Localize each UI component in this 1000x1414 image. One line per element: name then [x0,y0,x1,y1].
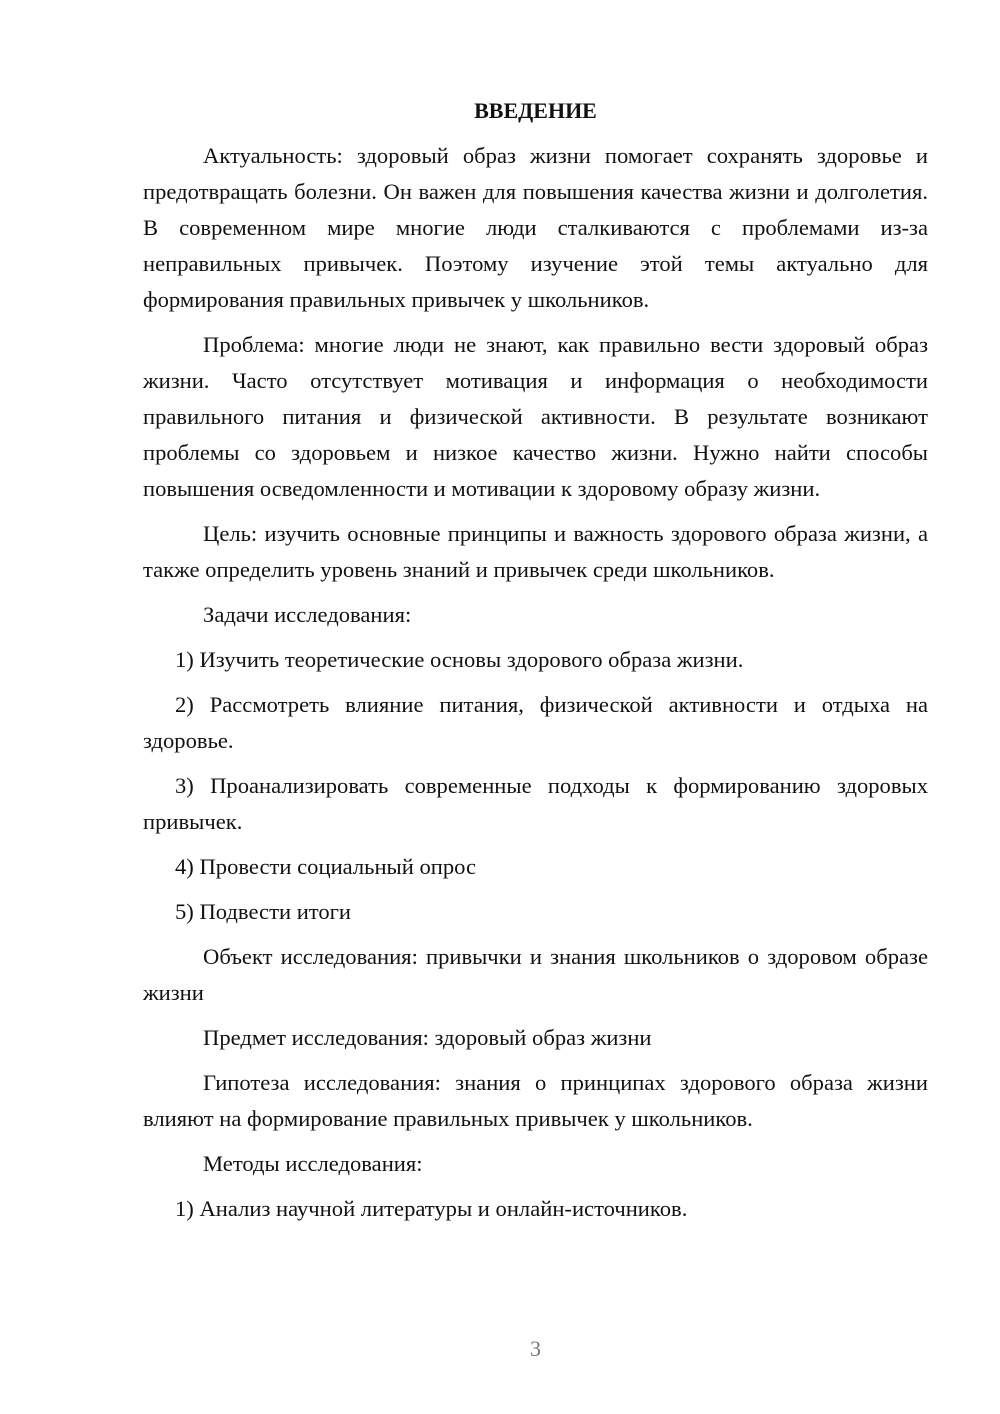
hypothesis-paragraph: Гипотеза исследования: знания о принципах здорового образа жизни влияют на формирование правильных привычек у школьников. [143,1070,928,1131]
goal-paragraph: Цель: изучить основные принципы и важность здорового образа жизни, а также определить уровень знаний и привычек среди школьников. [143,521,928,582]
methods-heading: Методы исследования: [203,1151,423,1176]
tasks-heading: Задачи исследования: [203,602,412,627]
object-paragraph: Объект исследования: привычки и знания школьников о здоровом образе жизни [143,944,928,1005]
task-item: 3) Проанализировать современные подходы к формированию здоровых привычек. [143,773,928,834]
task-item: 4) Провести социальный опрос [175,854,477,879]
method-item: 1) Анализ научной литературы и онлайн-источников. [175,1196,688,1221]
page-number: 3 [530,1336,541,1361]
task-item: 2) Рассмотреть влияние питания, физической активности и отдыха на здоровье. [143,692,928,753]
task-item: 1) Изучить теоретические основы здорового образа жизни. [175,647,744,672]
relevance-paragraph: Актуальность: здоровый образ жизни помогает сохранять здоровье и предотвращать болезни. Он важен для повышения качества жизни и долголетия. В современном мире многие люди сталкиваются с проблемами из-за неправильных привычек. Поэтому изучение этой темы актуально для формирования правильных привычек у школьников. [143,143,928,312]
page-content [143,96,928,1236]
problem-paragraph: Проблема: многие люди не знают, как правильно вести здоровый образ жизни. Часто отсутствует мотивация и информация о необходимости правильного питания и физической активности. В результате возникают проблемы со здоровьем и низкое качество жизни. Нужно найти способы повышения осведомленности и мотивации к здоровому образу жизни. [143,332,928,501]
page-title: ВВЕДЕНИЕ [474,98,597,123]
subject-paragraph: Предмет исследования: здоровый образ жизни [203,1025,652,1050]
task-item: 5) Подвести итоги [175,899,352,924]
